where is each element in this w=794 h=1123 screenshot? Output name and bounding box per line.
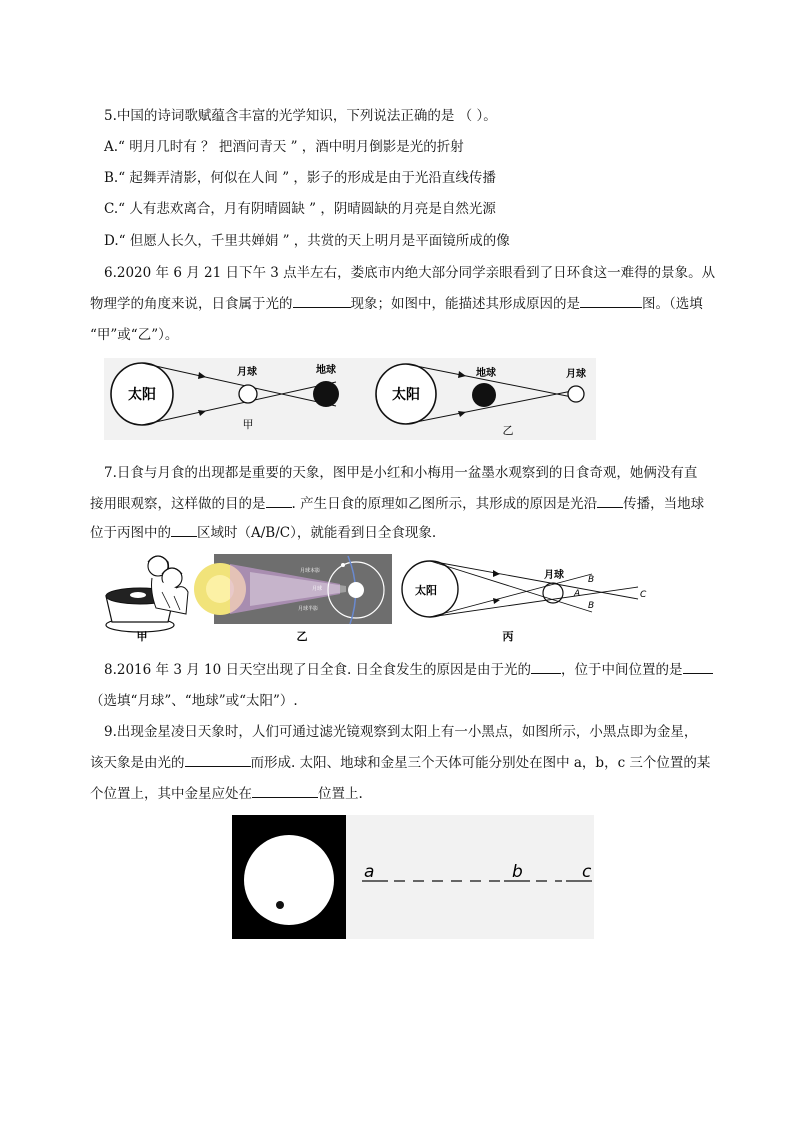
q6-figure-bg	[104, 358, 596, 440]
q9-line2	[90, 751, 710, 771]
q6-blank-1[interactable]	[293, 295, 351, 308]
yi-moon	[568, 386, 584, 402]
q8-text-1a: 8.2016 年 3 月 10 日天空出现了日全食. 日全食发生的原因是由于光的	[104, 662, 532, 678]
q7-yi-illustration	[194, 554, 392, 643]
jia-moon	[239, 385, 257, 403]
q9-blank-1[interactable]	[185, 754, 251, 767]
q5-option-b: B.“ 起舞弄清影，何似在人间 ” ，影子的形成是由于光沿直线传播	[104, 170, 496, 186]
q9-text-3b: 位置上.	[318, 786, 363, 802]
q7-text-2b: . 产生日食的原理如乙图所示，其形成的原因是光沿	[291, 496, 598, 512]
q7-line1: 7.日食与月食的出现都是重要的天象，图甲是小红和小梅用一盆墨水观察到的日食奇观，她俩没有直	[104, 465, 698, 481]
q9-label-a: a	[364, 862, 375, 882]
yi-moon-label: 月球	[566, 369, 586, 380]
q6-line3: “甲”或“乙”）。	[90, 327, 179, 343]
yi-earth	[472, 383, 496, 407]
q9-figure	[232, 815, 594, 940]
q6-blank-2[interactable]	[580, 295, 642, 308]
yi-earth	[348, 582, 364, 598]
yi-caption: 乙	[502, 424, 514, 437]
bing-ray-2	[430, 587, 638, 617]
q7-text-2a: 接用眼观察，这样做的目的是	[90, 496, 266, 512]
q7-line2	[90, 492, 704, 512]
q8-text-1b: ，位于中间位置的是	[561, 662, 683, 678]
basin-reflection	[130, 592, 146, 598]
q7-bing-illustration	[402, 561, 647, 643]
q9-text-2a: 该天象是由光的	[90, 755, 185, 771]
bing-label-B-top: B	[588, 575, 595, 585]
q7-line3	[90, 521, 436, 541]
q9-line1: 9.出现金星凌日天象时，人们可通过滤光镜观察到太阳上有一小黑点，如图所示，小黑点即为金星，	[104, 724, 698, 740]
q9-blank-2[interactable]	[252, 785, 318, 798]
q9-label-b: b	[512, 862, 523, 882]
q6-text-2a: 物理学的角度来说，日食属于光的	[90, 296, 293, 312]
yi-earth-label: 地球	[476, 368, 496, 379]
q7-text-3a: 位于丙图中的	[90, 525, 171, 541]
yi-sun-core	[206, 575, 234, 603]
q6-figure	[104, 358, 596, 440]
q8-line2: （选填“月球”、“地球”或“太阳”）.	[90, 693, 298, 709]
q8-blank-2[interactable]	[683, 661, 713, 674]
q9-text-2b: 而形成. 太阳、地球和金星三个天体可能分别处在图中 a，b，c 三个位置的某	[250, 755, 711, 771]
q7-figure	[100, 552, 660, 644]
bing-arrow-1	[493, 570, 500, 577]
yi-text-1: 月球本影	[300, 568, 321, 574]
q5-option-d: D.“ 但愿人长久，千里共婵娟 ” ，共赏的天上明月是平面镜所成的像	[104, 233, 510, 249]
jia-sun-label: 太阳	[128, 387, 156, 403]
jia-earth-label: 地球	[316, 365, 336, 376]
q7-text-3b: 区域时（A/B/C），就能看到日全食现象.	[197, 525, 437, 541]
q9-sun-disc	[244, 835, 334, 925]
q8-line1	[104, 658, 713, 678]
q7-jia-illustration	[106, 556, 188, 643]
q7-blank-2[interactable]	[597, 495, 623, 508]
q7-blank-3[interactable]	[171, 524, 197, 537]
q7-bing-caption: 丙	[502, 630, 514, 643]
q5-option-a: A.“ 明月几时有 ？ 把酒问青天 ” ，酒中明月倒影是光的折射	[104, 139, 464, 155]
q6-line2	[90, 292, 703, 312]
bing-label-A: A	[574, 589, 581, 599]
q9-line-bg	[346, 815, 594, 939]
jia-earth	[313, 381, 339, 407]
q7-yi-caption: 乙	[296, 630, 308, 643]
q9-text-3a: 个位置上，其中金星应处在	[90, 786, 252, 802]
q6-line1: 6.2020 年 6 月 21 日下午 3 点半左右，娄底市内绝大部分同学亲眼看到了日环食这一难得的景象。从	[104, 265, 716, 281]
yi-text-2: 月球	[312, 586, 323, 592]
yi-text-3: 月球半影	[298, 606, 319, 612]
bing-sun-label: 太阳	[415, 584, 437, 597]
bing-moon-label: 月球	[544, 570, 564, 581]
q5-option-c: C.“ 人有悲欢离合，月有阴晴圆缺 ” ，阴晴圆缺的月亮是自然光源	[104, 201, 496, 217]
q9-venus-dot	[276, 901, 284, 909]
yi-moon-dot	[341, 563, 345, 567]
bing-label-B-bottom: B	[588, 601, 595, 611]
q6-text-2c: 图。（选填	[642, 296, 703, 312]
q9-line3	[90, 782, 363, 802]
q7-jia-caption: 甲	[136, 630, 148, 643]
bing-label-C: C	[640, 590, 647, 600]
q7-blank-1[interactable]	[266, 495, 292, 508]
jia-caption: 甲	[242, 418, 254, 431]
q5-stem: 5.中国的诗词歌赋蕴含丰富的光学知识，下列说法正确的是 （ ）。	[104, 108, 497, 124]
yi-sun-label: 太阳	[392, 387, 420, 403]
q7-text-2c: 传播，当地球	[623, 496, 705, 512]
jia-moon-label: 月球	[237, 367, 257, 378]
q8-blank-1[interactable]	[531, 661, 561, 674]
q6-text-2b: 现象；如图中，能描述其形成原因的是	[350, 296, 580, 312]
q9-label-c: c	[582, 862, 592, 882]
